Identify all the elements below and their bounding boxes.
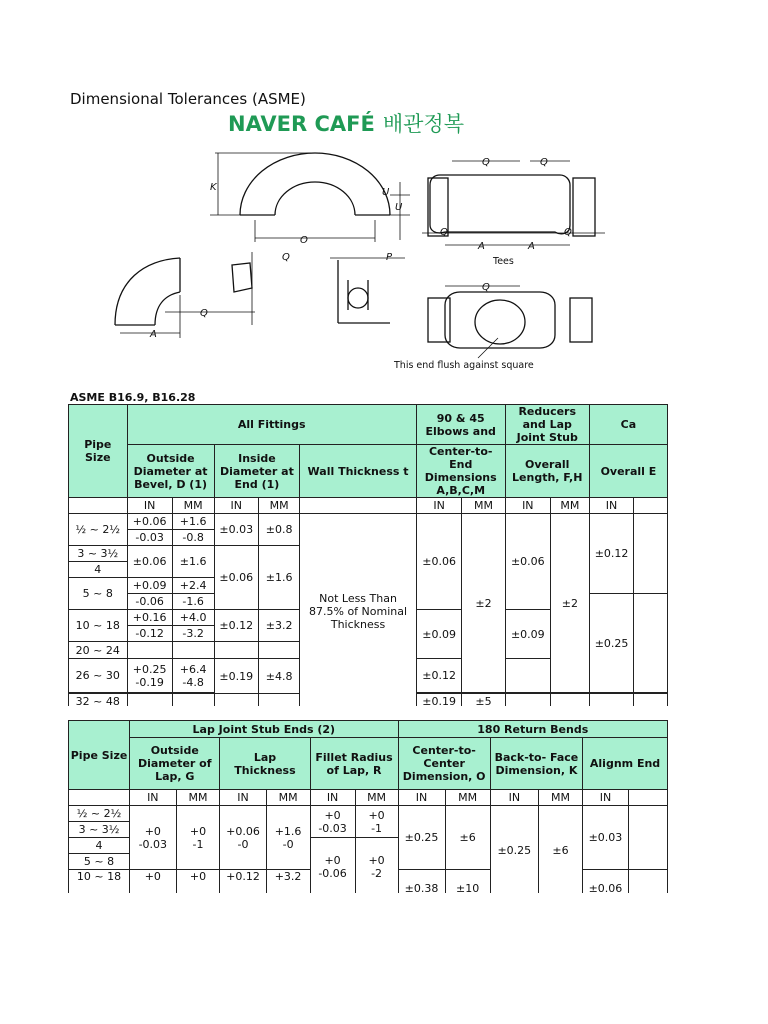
cell: +3.2 xyxy=(266,870,310,894)
cell: ±0.03 xyxy=(583,806,629,870)
cell: +0 -1 xyxy=(355,806,398,838)
label-a1: A xyxy=(150,329,157,340)
elbow-inner xyxy=(155,292,180,325)
h-back-to-face: Back-to- Face Dimension, K xyxy=(490,738,582,790)
label-p: P xyxy=(386,252,393,263)
h-center-to-center: Center-to-Center Dimension, O xyxy=(398,738,490,790)
cell: +6.4 -4.8 xyxy=(172,659,214,693)
cell: +0 xyxy=(176,870,220,894)
pipe-size: 5 ~ 8 xyxy=(69,854,130,870)
h-overall-length: Overall Length, F,H xyxy=(505,445,589,498)
h-wall-thickness: Wall Thickness t xyxy=(300,445,417,498)
cell: +1.6 -0 xyxy=(266,806,310,870)
h-alignment: Alignm End xyxy=(583,738,668,790)
label-q7: Q xyxy=(482,282,490,293)
h-caps: Ca xyxy=(589,405,667,445)
pipe-size: 26 ~ 30 xyxy=(69,659,128,693)
unit-mm: MM xyxy=(176,790,220,806)
tolerance-table-lap-return xyxy=(68,720,668,893)
label-a2: A xyxy=(478,241,485,252)
elbow-outer xyxy=(115,258,180,325)
cell: +0.06 -0 xyxy=(220,806,266,870)
cell: ±1.6 xyxy=(259,546,300,610)
cell: ±0.25 xyxy=(589,594,633,693)
pipe-size: 3 ~ 3½ xyxy=(69,822,130,838)
cell: ±0.19 xyxy=(416,694,462,707)
cell: ±2 xyxy=(462,514,505,693)
cell: ±0.38 xyxy=(398,870,445,894)
tolerance-table-fittings xyxy=(68,404,668,706)
cell: ±0.06 xyxy=(214,546,258,610)
pipe-size: 32 ~ 48 xyxy=(69,694,128,707)
cell: +0.09 xyxy=(127,578,172,594)
cell: ±10 xyxy=(445,870,490,894)
unit-in: IN xyxy=(127,498,172,514)
table1-container xyxy=(68,404,668,706)
tee-top xyxy=(430,175,570,234)
cell: +0.06 xyxy=(127,514,172,530)
cell: ±0.06 xyxy=(583,870,629,894)
h-od-lap: Outside Diameter of Lap, G xyxy=(130,738,220,790)
label-q1: Q xyxy=(282,252,290,263)
h-lap-joint: Lap Joint Stub Ends (2) xyxy=(130,721,398,738)
h-outside-diameter: Outside Diameter at Bevel, D (1) xyxy=(127,445,214,498)
page-title: Dimensional Tolerances (ASME) xyxy=(70,90,306,108)
unit-in: IN xyxy=(220,790,266,806)
label-k: K xyxy=(210,182,217,193)
unit-in: IN xyxy=(214,498,258,514)
cell: ±4.8 xyxy=(259,659,300,694)
h-inside-diameter: Inside Diameter at End (1) xyxy=(214,445,300,498)
label-q6: Q xyxy=(564,227,572,238)
unit-in: IN xyxy=(416,498,462,514)
cell: -3.2 xyxy=(172,626,214,642)
unit-mm: MM xyxy=(259,498,300,514)
cell: +0 -0.06 xyxy=(310,838,355,894)
cell: -0.06 xyxy=(127,594,172,610)
unit-mm: MM xyxy=(445,790,490,806)
cell: +0 -0.03 xyxy=(310,806,355,838)
wall-thickness-value: Not Less Than 87.5% of Nominal Thickness xyxy=(300,514,417,707)
cell: ±0.06 xyxy=(127,546,172,578)
cell: +0 -2 xyxy=(355,838,398,894)
h-overall-e: Overall E xyxy=(589,445,667,498)
unit-in: IN xyxy=(398,790,445,806)
unit-in: IN xyxy=(310,790,355,806)
cell: ±0.06 xyxy=(505,514,550,610)
unit-in: IN xyxy=(583,790,629,806)
cell: +0 -0.03 xyxy=(130,806,176,870)
cell: ±2 xyxy=(550,514,589,693)
pipe-size: 20 ~ 24 xyxy=(69,642,128,659)
label-a3: A xyxy=(528,241,535,252)
label-q5: Q xyxy=(440,227,448,238)
cell: ±6 xyxy=(445,806,490,870)
brand-korean: 배관정복 xyxy=(382,112,464,136)
cell: +2.4 xyxy=(172,578,214,594)
unit-in: IN xyxy=(130,790,176,806)
cell: +4.0 xyxy=(172,610,214,626)
brand-name: NAVER CAFÉ xyxy=(228,112,375,136)
cell: +0.12 xyxy=(220,870,266,894)
label-q2: Q xyxy=(200,308,208,319)
cell: +0 -1 xyxy=(176,806,220,870)
h-all-fittings: All Fittings xyxy=(127,405,416,445)
pipe-size: 10 ~ 18 xyxy=(69,870,130,894)
cell: ±0.03 xyxy=(214,514,258,546)
label-u2: U xyxy=(395,202,403,213)
unit-mm: MM xyxy=(462,498,505,514)
cell: ±0.06 xyxy=(416,514,462,610)
unit-mm: MM xyxy=(266,790,310,806)
cell: +0.16 xyxy=(127,610,172,626)
label-caption: This end flush against square xyxy=(394,360,534,371)
unit-in: IN xyxy=(505,498,550,514)
cell: -0.12 xyxy=(127,626,172,642)
cell: ±3.2 xyxy=(259,610,300,642)
h-center-to-end: Center-to-End Dimensions A,B,C,M xyxy=(416,445,505,498)
cell: ±0.12 xyxy=(589,514,633,594)
cell: +1.6 xyxy=(172,514,214,530)
cell: ±0.09 xyxy=(505,610,550,659)
cell: -0.03 xyxy=(127,530,172,546)
cell: ±0.25 xyxy=(398,806,445,870)
unit-in: IN xyxy=(490,790,538,806)
h-pipe-size: Pipe Size xyxy=(69,405,128,498)
cell: -1.6 xyxy=(172,594,214,610)
cell: ±0.25 xyxy=(490,806,538,894)
pipe-size: 4 xyxy=(69,838,130,854)
return-bend-outer xyxy=(240,153,390,215)
pipe-size: 10 ~ 18 xyxy=(69,610,128,642)
h-lap-thickness: Lap Thickness xyxy=(220,738,310,790)
cell: ±0.12 xyxy=(214,610,258,642)
return-bend-inner xyxy=(275,182,355,215)
unit-mm: MM xyxy=(172,498,214,514)
pipe-size: 5 ~ 8 xyxy=(69,578,128,610)
table2-container xyxy=(68,720,668,893)
h-pipe-size: Pipe Size xyxy=(69,721,130,790)
cell: ±0.19 xyxy=(214,659,258,694)
standard-label: ASME B16.9, B16.28 xyxy=(70,391,196,404)
label-o: O xyxy=(300,235,308,246)
cell: +0 xyxy=(130,870,176,894)
cell: +0.25 -0.19 xyxy=(127,659,172,693)
cell: ±0.12 xyxy=(416,659,462,693)
cell: ±0.8 xyxy=(259,514,300,546)
cell: ±6 xyxy=(538,806,582,894)
pipe-size: 3 ~ 3½ xyxy=(69,546,128,562)
unit-mm: MM xyxy=(355,790,398,806)
unit-in: IN xyxy=(589,498,633,514)
fittings-drawing xyxy=(100,140,625,380)
pipe-size: 4 xyxy=(69,562,128,578)
label-q3: Q xyxy=(482,157,490,168)
h-elbows: 90 & 45 Elbows and xyxy=(416,405,505,445)
label-q4: Q xyxy=(540,157,548,168)
watermark-brand xyxy=(228,108,464,138)
cell: ±1.6 xyxy=(172,546,214,578)
label-tees: Tees xyxy=(493,256,514,267)
h-reducers: Reducers and Lap Joint Stub xyxy=(505,405,589,445)
unit-mm: MM xyxy=(550,498,589,514)
cell: ±0.09 xyxy=(416,610,462,659)
cell: ±5 xyxy=(462,694,505,707)
label-u1: U xyxy=(382,187,390,198)
pipe-size: ½ ~ 2½ xyxy=(69,514,128,546)
pipe-size: ½ ~ 2½ xyxy=(69,806,130,822)
h-fillet-radius: Fillet Radius of Lap, R xyxy=(310,738,398,790)
unit-mm: MM xyxy=(538,790,582,806)
h-return-bends: 180 Return Bends xyxy=(398,721,667,738)
cell: -0.8 xyxy=(172,530,214,546)
